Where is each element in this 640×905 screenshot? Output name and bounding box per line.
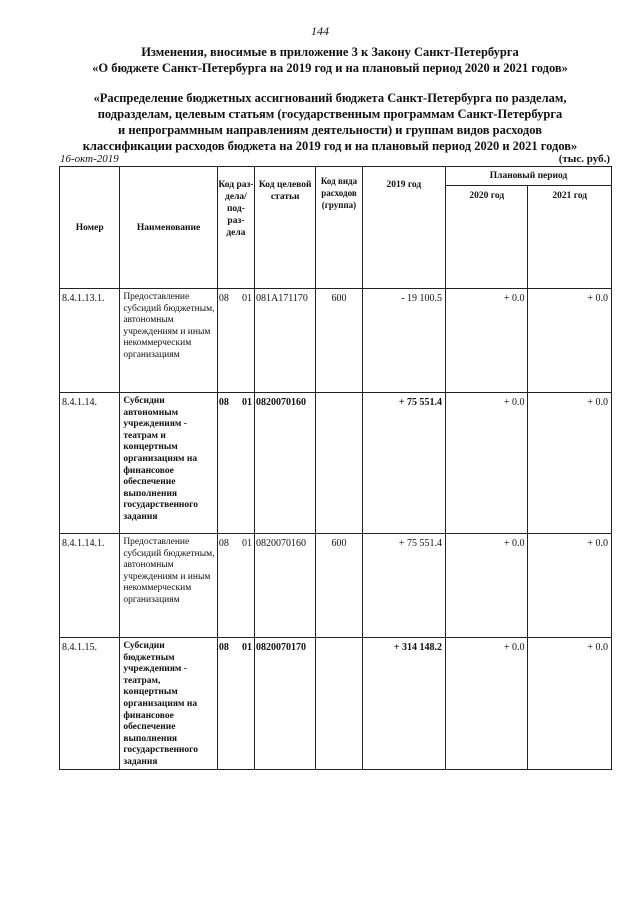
row-2020: + 0.0: [446, 289, 528, 393]
subtitle-line-3: и непрограммным направлениям деятельности) и группам видов расходов: [118, 123, 542, 137]
row-prz: 01: [242, 538, 253, 549]
table-row: [60, 393, 612, 534]
row-prz: 01: [242, 642, 253, 653]
header-2019: 2019 год: [362, 167, 445, 289]
row-razdel: [217, 393, 254, 534]
row-rz: 08: [218, 538, 229, 549]
row-2019: + 75 551.4: [362, 393, 445, 534]
title-line-2: «О бюджете Санкт-Петербурга на 2019 год и на плановый период 2020 и 2021 годов»: [92, 61, 568, 75]
row-name: Субсидии автономным учреждениям - театрам и концертным организациям на финансовое обеспечение выполнения государственного задания: [120, 393, 218, 534]
row-prz: 01: [242, 397, 253, 408]
subtitle-line-2: подразделам, целевым статьям (государственным программам Санкт-Петербурга: [97, 107, 563, 121]
row-2020: + 0.0: [446, 638, 528, 770]
table-row: [60, 638, 612, 770]
header-razdel: Код раз- дела/ под- раз- дела: [217, 167, 254, 289]
document-subtitle: [40, 90, 620, 154]
page-number: 144: [311, 24, 329, 38]
row-number: 8.4.1.13.1.: [60, 289, 120, 393]
header-plan-period: Плановый период: [446, 167, 612, 186]
row-2019: + 314 148.2: [362, 638, 445, 770]
subtitle-line-4: классификации расходов бюджета на 2019 год и на плановый период 2020 и 2021 годов»: [82, 139, 578, 153]
units-label: (тыс. руб.): [558, 153, 610, 165]
header-number: Номер: [60, 167, 120, 289]
row-prz: 01: [242, 293, 253, 304]
row-vr: 600: [316, 289, 362, 393]
row-razdel: [217, 289, 254, 393]
row-2019: + 75 551.4: [362, 534, 445, 638]
row-name: Субсидии бюджетным учреждениям - театрам, концертным организациям на финансовое обеспечение выполнения государственного задания: [120, 638, 218, 770]
document-title: [40, 44, 620, 76]
header-2021: 2021 год: [528, 186, 612, 289]
row-number: 8.4.1.14.1.: [60, 534, 120, 638]
row-razdel: [217, 534, 254, 638]
row-2020: + 0.0: [446, 393, 528, 534]
row-vr: 600: [316, 534, 362, 638]
row-rz: 08: [218, 397, 229, 408]
header-vr: Код вида расходов (группа): [316, 167, 362, 289]
row-2019: - 19 100.5: [362, 289, 445, 393]
header-name: Наименование: [120, 167, 218, 289]
row-2020: + 0.0: [446, 534, 528, 638]
row-name: Предоставление субсидий бюджетным, автономным учреждениям и иным некоммерческим организациям: [120, 534, 218, 638]
header-2020: 2020 год: [446, 186, 528, 289]
row-name: Предоставление субсидий бюджетным, автономным учреждениям и иным некоммерческим организациям: [120, 289, 218, 393]
budget-table: [59, 166, 612, 770]
row-vr: [316, 393, 362, 534]
row-number: 8.4.1.15.: [60, 638, 120, 770]
row-2021: + 0.0: [528, 393, 612, 534]
row-csr: 0820070170: [255, 638, 316, 770]
row-2021: + 0.0: [528, 289, 612, 393]
row-rz: 08: [218, 642, 229, 653]
title-line-1: Изменения, вносимые в приложение 3 к Закону Санкт-Петербурга: [141, 45, 519, 59]
row-vr: [316, 638, 362, 770]
row-rz: 08: [218, 293, 229, 304]
subtitle-line-1: «Распределение бюджетных ассигнований бюджета Санкт-Петербурга по разделам,: [93, 91, 567, 105]
row-csr: 0820070160: [255, 534, 316, 638]
row-2021: + 0.0: [528, 534, 612, 638]
table-row: [60, 534, 612, 638]
row-number: 8.4.1.14.: [60, 393, 120, 534]
row-csr: 0820070160: [255, 393, 316, 534]
row-2021: + 0.0: [528, 638, 612, 770]
header-csr: Код целевой статьи: [255, 167, 316, 289]
row-razdel: [217, 638, 254, 770]
document-date: 16-окт-2019: [60, 153, 119, 165]
row-csr: 081А171170: [255, 289, 316, 393]
table-row: [60, 289, 612, 393]
